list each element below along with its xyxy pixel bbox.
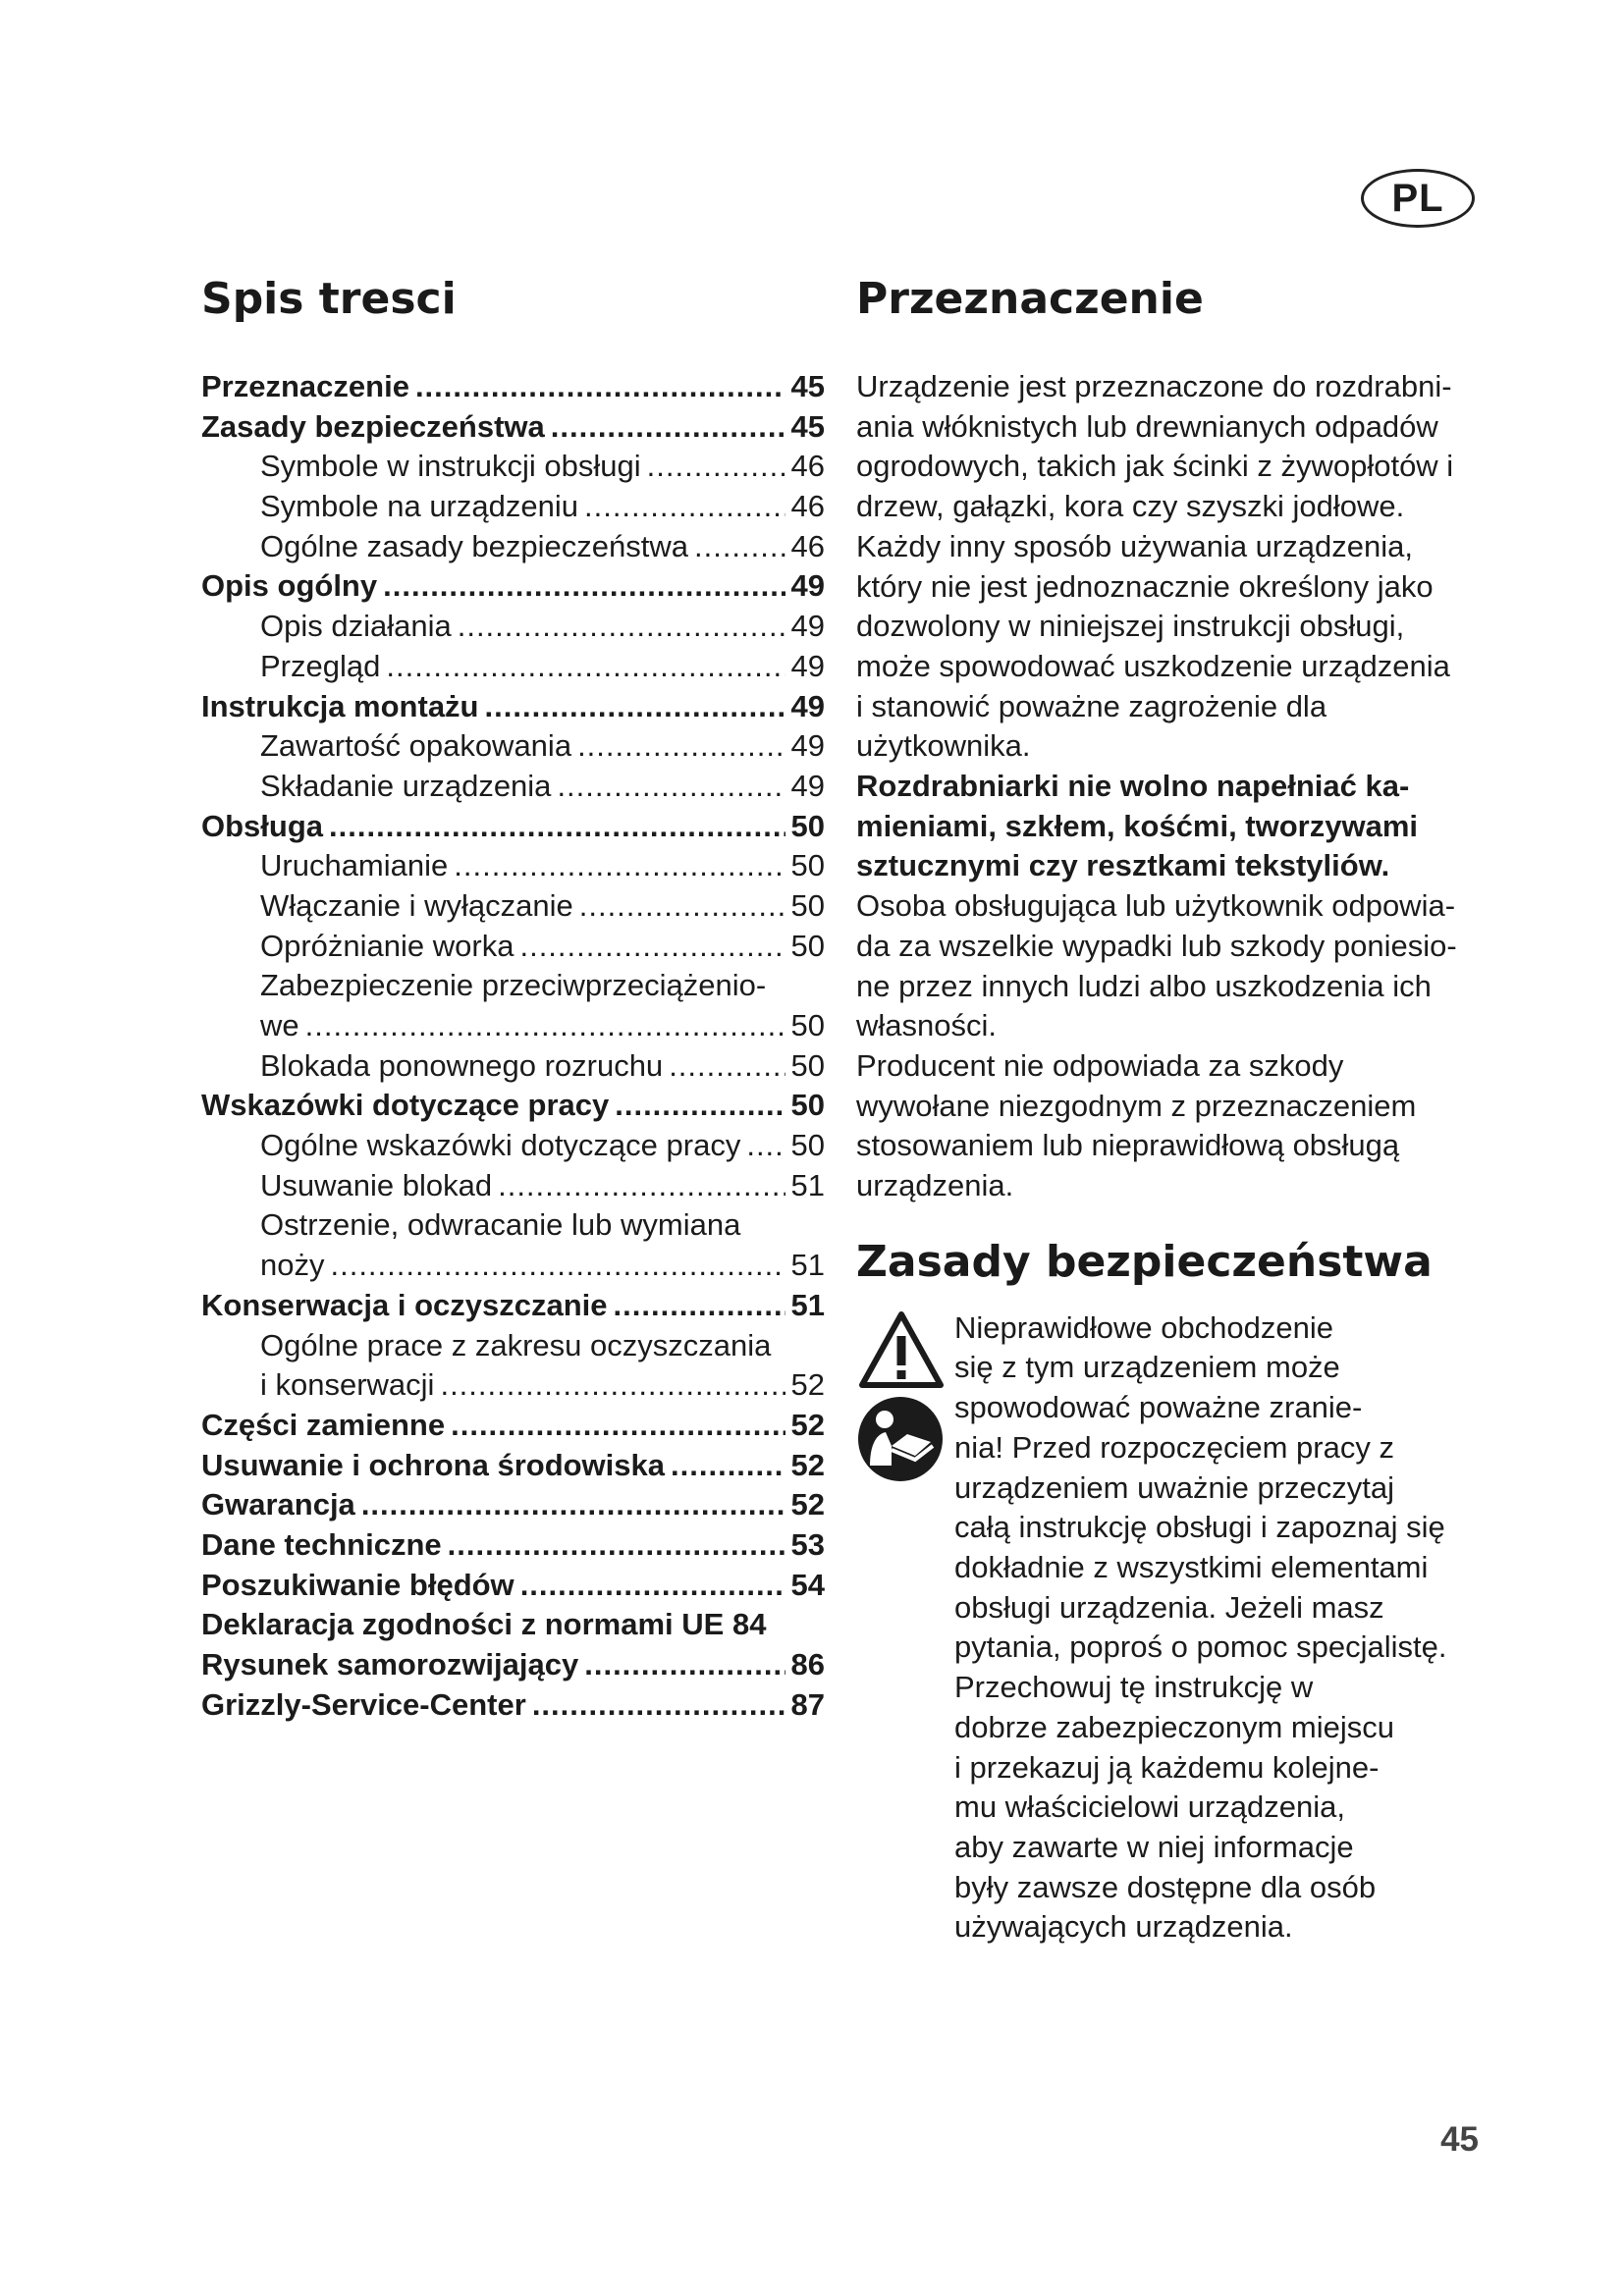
toc-leader-dots [577,726,785,767]
toc-entry-label: Poszukiwanie błędów [201,1567,514,1602]
toc-entry [201,1286,825,1326]
toc-entry-label: Przeznaczenie [201,369,409,403]
text-line: da za wszelkie wypadki lub szkody poniesio- [856,928,1457,963]
toc-entry-label: Opis ogólny [201,568,378,604]
toc-list [201,367,825,1725]
toc-entry-label: Ostrzenie, odwracanie lub wymiana [260,1207,741,1243]
text-line: się z tym urządzeniem może [954,1350,1340,1385]
text-line: obsługi urządzenia. Jeżeli masz [954,1589,1384,1625]
text-line: wywołane niezgodnym z przeznaczeniem [856,1088,1417,1123]
toc-leader-dots [579,886,785,927]
toc-leader-dots [361,1485,785,1525]
toc-entry [201,846,825,886]
toc-leader-dots [532,1685,785,1726]
text-line: dozwolony w niniejszej instrukcji obsługi, [856,609,1405,644]
toc-entry-label: Usuwanie i ochrona środowiska [201,1447,666,1482]
text-line: pytania, poproś o pomoc specjalistę. [954,1629,1447,1665]
text-line: urządzeniem uważnie przeczytaj [954,1469,1394,1505]
text-line: dokładnie z wszystkimi elementami [954,1549,1429,1584]
toc-entry-page: 52 [790,1367,825,1403]
toc-entry-page: 50 [790,1088,825,1123]
toc-entry-label: Dane techniczne [201,1526,442,1562]
toc-entry-page: 50 [790,808,825,843]
toc-entry [201,1046,825,1087]
text-line: były zawsze dostępne dla osób [954,1869,1377,1904]
text-line: Przechowuj tę instrukcję w [954,1670,1314,1705]
text-line: i stanowić poważne zagrożenie dla [856,688,1327,723]
toc-leader-dots [647,447,785,487]
toc-title: Spis tresci [201,274,457,324]
toc-entry-label: Opis działania [260,609,452,644]
toc-entry [201,1086,825,1126]
toc-entry-page: 84 [731,1607,767,1642]
toc-leader-dots [415,367,785,407]
text-line: Producent nie odpowiada za szkody [856,1047,1344,1083]
toc-entry [201,1566,825,1606]
toc-entry [201,1685,825,1726]
toc-entry-page: 46 [790,449,825,484]
safety-title: Zasady bezpieczeństwa [856,1236,1433,1287]
toc-entry-label: Składanie urządzenia [260,768,552,803]
toc-entry-page: 50 [790,1128,825,1163]
toc-entry-page: 49 [790,648,825,683]
toc-entry-page: 52 [790,1447,825,1482]
text-line: dobrze zabezpieczonym miejscu [954,1709,1394,1744]
toc-entry-page: 49 [790,768,825,803]
text-line: ania włóknistych lub drewnianych odpadów [856,408,1438,444]
toc-leader-dots [614,1286,785,1326]
toc-entry [201,1205,825,1246]
toc-leader-dots [305,1006,785,1046]
toc-entry-page: 51 [790,1287,825,1322]
table-of-contents [201,265,825,1725]
text-line: i przekazuj ją każdemu kolejne- [954,1749,1380,1785]
toc-entry-label: Ogólne zasady bezpieczeństwa [260,528,688,563]
toc-leader-dots [329,807,785,847]
text-line: ne przez innych ludzi albo uszkodzenia ich [856,968,1432,1003]
text-line: użytkownika. [856,728,1031,764]
text-line: Urządzenie jest przeznaczone do rozdrabni- [856,369,1452,403]
toc-entry-page: 50 [790,848,825,883]
toc-entry [201,687,825,727]
toc-entry-label: Przegląd [260,648,381,683]
toc-entry-label: Obsługa [201,808,324,843]
toc-leader-dots [584,487,785,527]
toc-entry [201,1525,825,1566]
text-line: może spowodować uszkodzenie urządzenia [856,648,1450,683]
toc-leader-dots [519,927,785,967]
text-line: stosowaniem lub nieprawidłową obsługą [856,1128,1400,1163]
toc-entry-label: Zasady bezpieczeństwa [201,408,545,444]
toc-entry-label: Instrukcja montażu [201,688,479,723]
toc-entry-label: we [260,1008,299,1042]
toc-entry [201,566,825,607]
page-number: 45 [1440,2120,1479,2159]
toc-entry [201,647,825,687]
toc-entry-label: Grizzly-Service-Center [201,1686,526,1722]
toc-leader-dots [498,1166,785,1206]
toc-entry [201,1126,825,1166]
text-line: nia! Przed rozpoczęciem pracy z [954,1429,1394,1465]
text-line: mu właścicielowi urządzenia, [954,1789,1345,1825]
purpose-title: Przeznaczenie [856,274,1204,324]
toc-entry [201,407,825,448]
toc-leader-dots [330,1246,785,1286]
toc-entry [201,1446,825,1486]
toc-entry-label: Symbole w instrukcji obsługi [260,449,641,484]
toc-leader-dots [458,607,785,647]
toc-entry [201,1605,825,1645]
toc-entry-page: 45 [790,369,825,403]
toc-entry [201,1166,825,1206]
toc-entry-label: Usuwanie blokad [260,1167,493,1202]
toc-leader-dots [669,1046,785,1087]
toc-entry-label: Uruchamianie [260,848,449,883]
toc-entry [201,527,825,567]
toc-entry-page: 49 [790,728,825,764]
toc-entry-label: Zawartość opakowania [260,728,572,764]
toc-entry-page: 52 [790,1407,825,1442]
toc-entry-label: Blokada ponownego rozruchu [260,1047,664,1083]
toc-entry-label: Opróżnianie worka [260,928,514,963]
toc-entry [201,1406,825,1446]
toc-entry-label: Gwarancja [201,1487,355,1522]
toc-entry-page: 46 [790,489,825,524]
toc-entry [201,886,825,927]
text-line: Osoba obsługująca lub użytkownik odpowia- [856,888,1456,924]
text-line: Nieprawidłowe obchodzenie [954,1309,1334,1345]
safety-section [856,1308,1524,1948]
toc-entry-page: 45 [790,408,825,444]
toc-entry-label: Wskazówki dotyczące pracy [201,1088,610,1123]
toc-entry-page: 50 [790,1008,825,1042]
toc-entry [201,1326,825,1366]
toc-entry-label: noży [260,1248,325,1283]
toc-leader-dots [520,1566,785,1606]
text-line: aby zawarte w niej informacje [954,1829,1354,1864]
toc-entry [201,807,825,847]
toc-leader-dots [551,407,785,448]
text-line: spowodować poważne zranie- [954,1390,1363,1425]
purpose-body [856,367,1524,1206]
text-line: Rozdrabniarki nie wolno napełniać ka- [856,769,1410,804]
toc-entry-page: 51 [790,1248,825,1283]
text-line: mieniami, szkłem, kośćmi, tworzywami [856,808,1419,843]
toc-entry-label: Deklaracja zgodności z normami UE [201,1607,725,1642]
toc-leader-dots [485,687,785,727]
safety-body [952,1308,1446,1948]
toc-entry [201,447,825,487]
text-line: Każdy inny sposób używania urządzenia, [856,528,1413,563]
toc-entry [201,767,825,807]
toc-entry-label: Części zamienne [201,1407,446,1442]
toc-leader-dots [383,566,785,607]
toc-leader-dots [671,1446,785,1486]
toc-leader-dots [615,1086,785,1126]
toc-entry-label: Symbole na urządzeniu [260,489,578,524]
read-manual-icon [856,1395,945,1483]
toc-entry-label: i konserwacji [260,1367,435,1403]
toc-entry-page: 52 [790,1487,825,1522]
toc-entry [201,1645,825,1685]
text-line: ogrodowych, takich jak ścinki z żywopłotów i [856,449,1454,484]
toc-entry-label: Zabezpieczenie przeciwprzeciążenio- [260,968,767,1003]
text-line: który nie jest jednoznacznie określony jako [856,568,1434,604]
safety-icons [856,1308,952,1948]
text-line: sztucznymi czy resztkami tekstyliów. [856,848,1390,883]
toc-entry [201,966,825,1006]
toc-leader-dots [454,846,785,886]
language-badge: PL [1361,169,1475,228]
toc-entry-page: 53 [790,1526,825,1562]
toc-leader-dots [451,1406,785,1446]
toc-entry [201,1485,825,1525]
toc-entry-page: 50 [790,928,825,963]
text-line: całą instrukcję obsługi i zapoznaj się [954,1510,1445,1545]
toc-entry [201,367,825,407]
toc-leader-dots [584,1645,785,1685]
toc-entry-label: Konserwacja i oczyszczanie [201,1287,608,1322]
toc-leader-dots [440,1365,785,1406]
content-column [856,265,1524,1948]
toc-entry-page: 50 [790,1047,825,1083]
toc-entry-label: Włączanie i wyłączanie [260,887,573,923]
text-line: używających urządzenia. [954,1909,1293,1945]
toc-entry-label: Ogólne wskazówki dotyczące pracy [260,1128,741,1163]
toc-entry-page: 46 [790,528,825,563]
toc-entry-page: 50 [790,887,825,923]
toc-entry [201,927,825,967]
toc-entry-page: 49 [790,609,825,644]
toc-entry-page: 49 [790,568,825,604]
toc-entry [201,1006,825,1046]
warning-triangle-icon [856,1308,947,1391]
toc-entry [201,1246,825,1286]
text-line: drzew, gałązki, kora czy szyszki jodłowe. [856,489,1405,524]
toc-leader-dots [386,647,785,687]
toc-entry [201,487,825,527]
text-line: własności. [856,1008,997,1043]
toc-entry-page: 51 [790,1167,825,1202]
toc-entry-label: Rysunek samorozwijający [201,1647,579,1682]
toc-leader-dots [694,527,785,567]
toc-entry-page: 49 [790,688,825,723]
toc-entry-page: 54 [790,1567,825,1602]
toc-entry [201,1365,825,1406]
toc-leader-dots [557,767,785,807]
toc-leader-dots [448,1525,785,1566]
toc-leader-dots [746,1126,785,1166]
toc-entry-label: Ogólne prace z zakresu oczyszczania [260,1327,772,1362]
toc-entry-page: 86 [790,1647,825,1682]
toc-entry [201,726,825,767]
text-line: urządzenia. [856,1168,1014,1203]
toc-entry-page: 87 [790,1686,825,1722]
toc-entry [201,607,825,647]
